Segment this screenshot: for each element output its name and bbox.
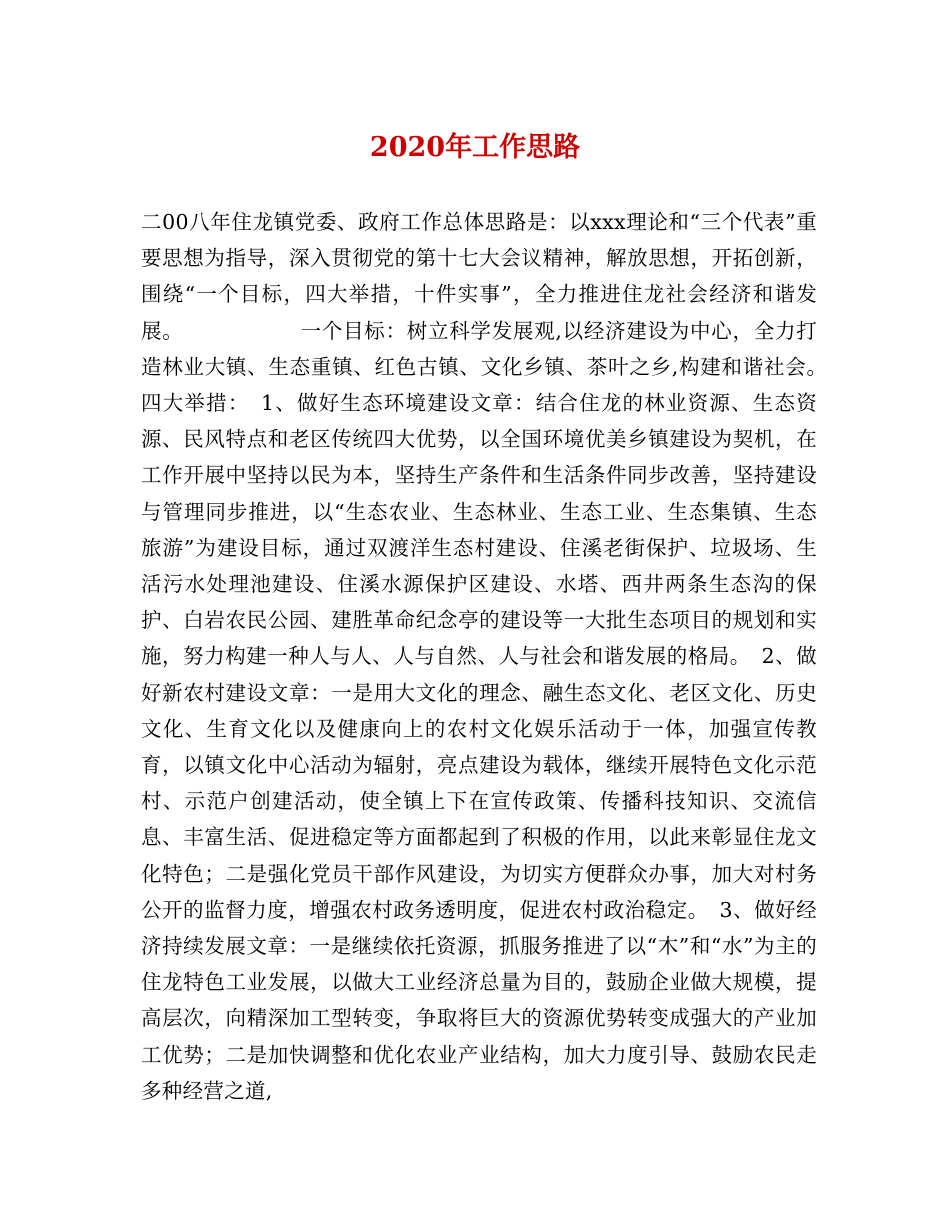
document-title: 2020年工作思路 [369,132,581,163]
document-body-paragraph: 二00八年住龙镇党委、政府工作总体思路是：以xxx理论和“三个代表”重要思想为指导，深入贯彻党的第十七大会议精神，解放思想，开拓创新，围绕“一个目标，四大举措，十件实事”，全力推进住龙社会经济和谐发展。 一个目标：树立科学发展观,以经济建设为中心，全力打造林业大镇、生态重镇、红色古镇、文化乡镇、茶叶之乡,构建和谐社会。 四大举措： 1、做好生态环境建设文章：结合住龙的林业资源、生态资源、民风特点和老区传统四大优势，以全国环境优美乡镇建设为契机，在工作开展中坚持以民为本，坚持生产条件和生活条件同步改善，坚持建设与管理同步推进，以“生态农业、生态林业、生态工业、生态集镇、生态旅游”为建设目标，通过双渡洋生态村建设、住溪老街保护、垃圾场、生活污水处理池建设、住溪水源保护区建设、水塔、西井两条生态沟的保护、白岩农民公园、建胜革命纪念亭的建设等一大批生态项目的规划和实施，努力构建一种人与人、人与自然、人与社会和谐发展的格局。 2、做好新农村建设文章：一是用大文化的理念、融生态文化、老区文化、历史文化、生育文化以及健康向上的农村文化娱乐活动于一体，加强宣传教育，以镇文化中心活动为辐射，亮点建设为载体，继续开展特色文化示范村、示范户创建活动，使全镇上下在宣传政策、传播科技知识、交流信息、丰富生活、促进稳定等方面都起到了积极的作用，以此来彰显住龙文化特色；二是强化党员干部作风建设，为切实方便群众办事，加大对村务公开的监督力度，增强农村政务透明度，促进农村政治稳定。 3、做好经济持续发展文章：一是继续依托资源，抓服务推进了以“木”和“水”为主的住龙特色工业发展，以做大工业经济总量为目的，鼓励企业做大规模，提高层次，向精深加工型转变，争取将巨大的资源优势转变成强大的产业加工优势；二是加快调整和优化农业产业结构，加大力度引导、鼓励农民走多种经营之道, [141,210,838,1103]
